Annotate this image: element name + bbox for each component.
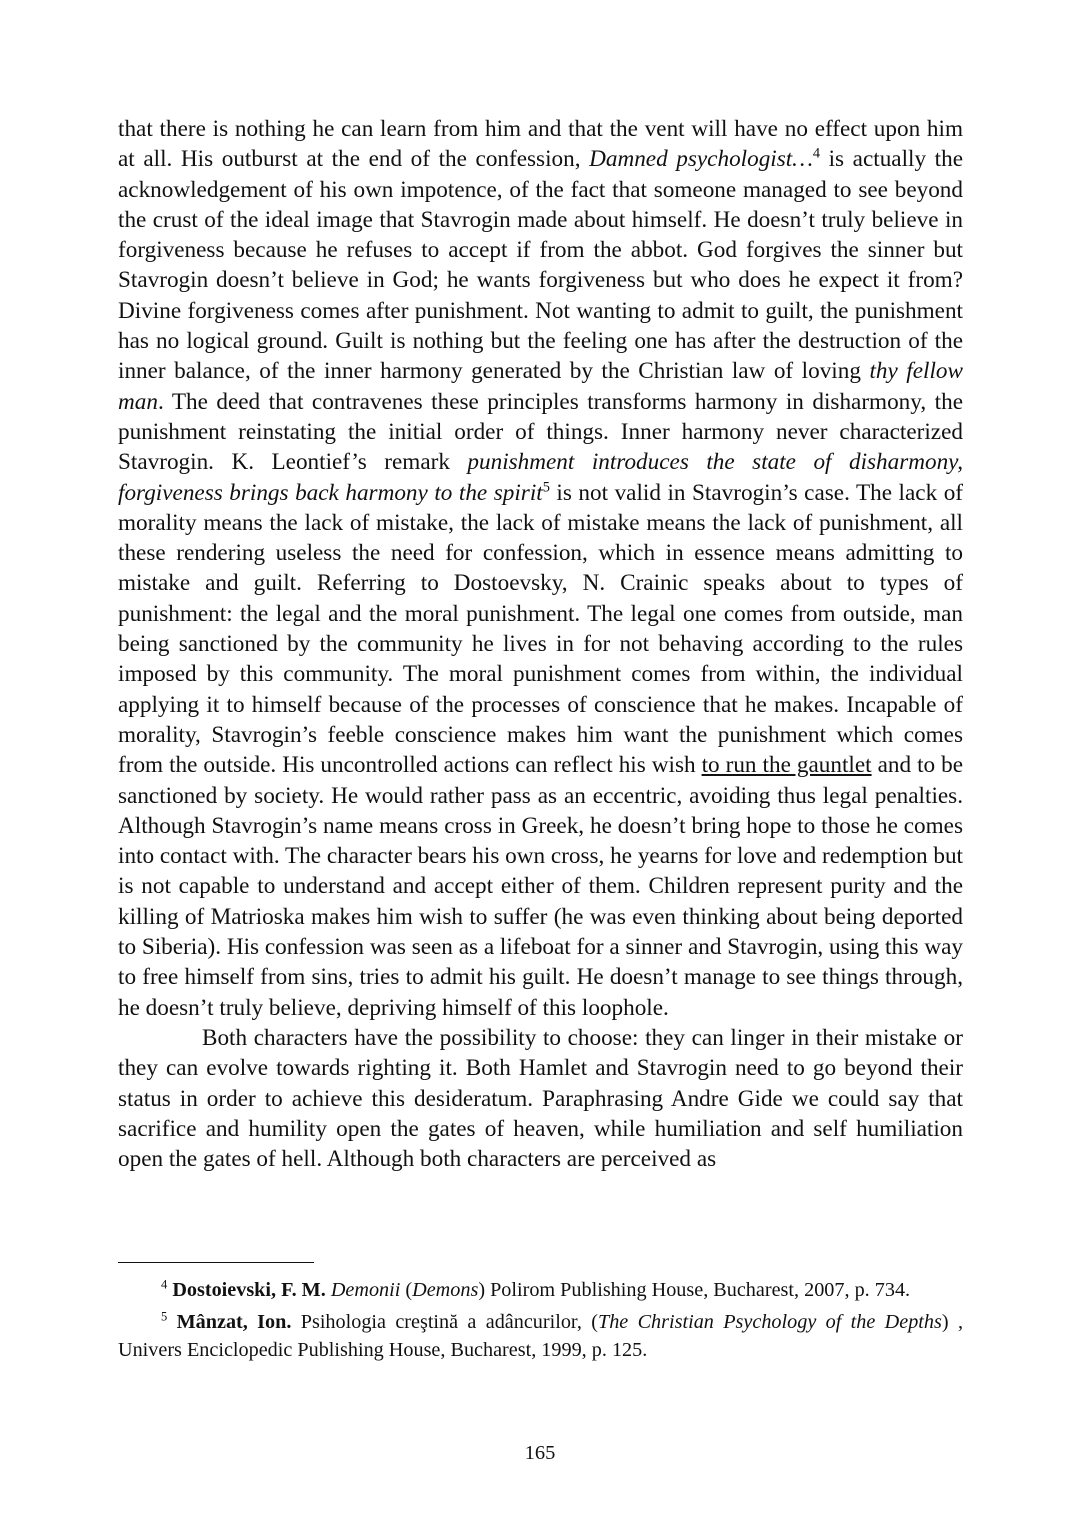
phrase-thy-fellow-man: thy fellow man (118, 358, 963, 415)
paragraph-1-text: is actually the acknowledgement of his own impotence, of the fact that someone managed to see beyond the crust of the ideal image that Stavrogin made about himself. He doesn’t truly believe in forgiveness because he refuses to accept if from the abbot. God forgives the sinner but Stavrogin doesn’t believe in God; he wants forgiveness but who does he expect it from? Divine forgiveness comes after punishment. Not wanting to admit to guilt, the punishment has no logical ground. Guilt is nothing but the feeling one has after the destruction of the inner balance, of the inner harmony generated by the Christian law of loving (118, 146, 964, 385)
paragraph-1 (118, 114, 963, 1023)
footnote-text: ) Polirom Publishing House, Bucharest, 2007, p. 734. (478, 1279, 911, 1301)
footnote-author: Dostoievski, F. M. (172, 1279, 326, 1301)
paragraph-1-text: is not valid in Stavrogin’s case. The lack of morality means the lack of mistake, the lack of mistake means the lack of punishment, all these rendering useless the need for confession, which in essence means admitting to mistake and guilt. Referring to Dostoevsky, N. Crainic speaks about to types of punishment: the legal and the moral punishment. The legal one comes from outside, man being sanctioned by the community he lives in for not behaving according to the rules imposed by this community. The moral punishment comes from within, the individual applying it to himself because of the processes of conscience that he makes. Incapable of morality, Stavrogin’s feeble conscience makes him want the punishment which comes from the outside. His uncontrolled actions can reflect his wish (118, 479, 964, 779)
footnote-title: Demonii (330, 1279, 401, 1301)
paragraph-1-text: and to be sanctioned by society. He would rather pass as an eccentric, avoiding thus legal penalties. Although Stavrogin’s name means cross in Greek, he doesn’t bring hope to those he comes into contact with. The character bears his own cross, he yearns for love and redemption but is not capable to understand and accept either of them. Children represent purity and the killing of Matrioska makes him wish to suffer (he was even thinking about being deported to Siberia). His confession was seen as a lifeboat for a sinner and Stavrogin, using this way to free himself from sins, tries to admit his guilt. He doesn’t manage to see things through, he doesn’t truly believe, depriving himself of this loophole. (118, 752, 963, 1021)
footnote-title: Psihologia creştină a adâncurilor, ( (291, 1311, 598, 1333)
phrase-run-the-gauntlet: to run the gauntlet (701, 752, 872, 779)
page-body (118, 114, 963, 1174)
footnote-divider (118, 1262, 314, 1263)
footnote-translation: The Christian Psychology of the Depths (597, 1311, 942, 1333)
paragraph-2: Both characters have the possibility to choose: they can linger in their mistake or they can evolve towards righting it. Both Hamlet and Stavrogin need to go beyond their status in order to achieve this desideratum. Paraphrasing Andre Gide we could say that sacrifice and humility open the gates of heaven, while humiliation and self humiliation open the gates of hell. Although both characters are perceived as (118, 1024, 963, 1173)
footnote-ref-5: 5 (542, 478, 550, 495)
paragraph-1-text: . The deed that contravenes these principles transforms harmony in disharmony, the punishment reinstating the initial order of things. Inner harmony never characterized Stavrogin. K. Leontief’s remark (118, 388, 963, 476)
footnote-4 (118, 1276, 963, 1304)
footnote-author: Mânzat, Ion. (176, 1311, 292, 1333)
footnote-text: ( (405, 1279, 413, 1301)
quote-leontief: punishment introduces the state of disharmony, forgiveness brings back harmony to the spirit (118, 449, 963, 506)
footnote-translation: Demons (412, 1279, 479, 1301)
footnote-5 (118, 1308, 963, 1364)
quote-damned-psychologist: Damned psychologist… (589, 146, 813, 173)
footnote-number: 4 (161, 1277, 168, 1292)
footnotes (118, 1276, 963, 1368)
footnote-number: 5 (161, 1309, 168, 1324)
paragraph-1-text: that there is nothing he can learn from him and that the vent will have no effect upon him at all. His outburst at the end of the confession, (118, 116, 963, 173)
page-number: 165 (524, 1442, 556, 1464)
footnote-ref-4: 4 (812, 145, 821, 162)
footnote-text: ) , Univers Enciclopedic Publishing House, Bucharest, 1999, p. 125. (118, 1311, 963, 1361)
main-text (118, 114, 963, 1174)
